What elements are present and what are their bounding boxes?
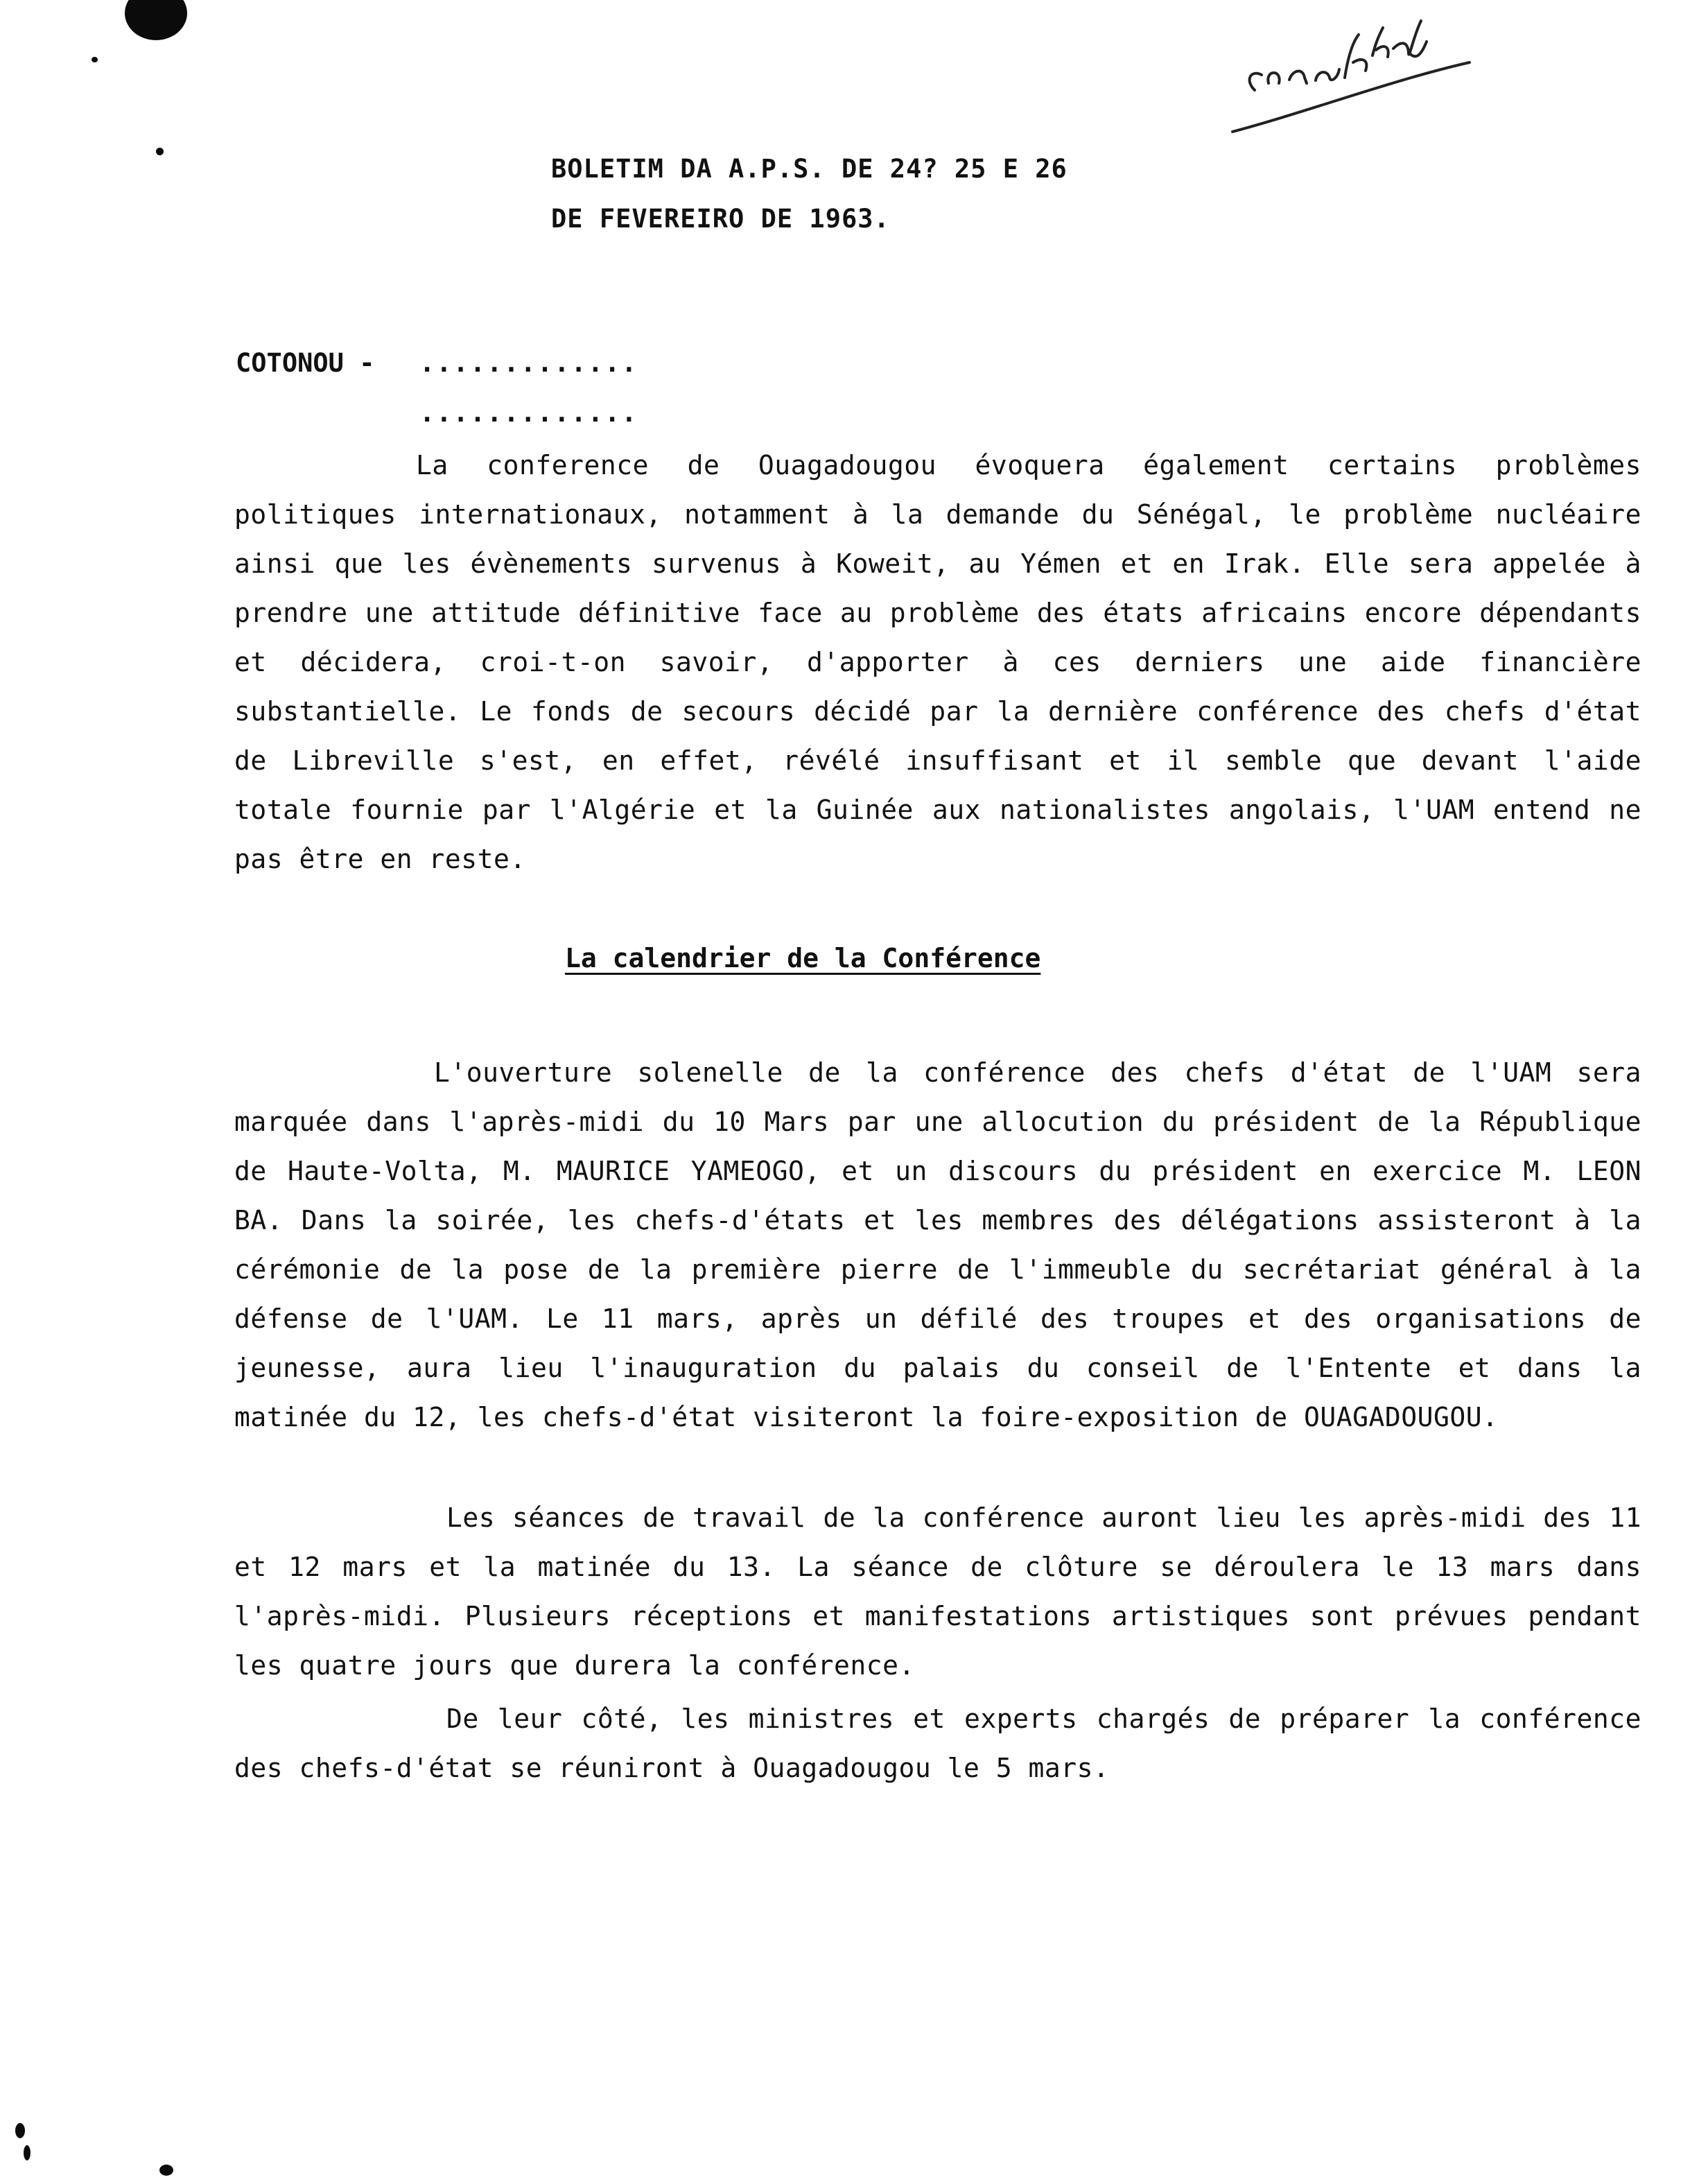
paragraph-3: Les séances de travail de la conférence auront lieu les après-midi des 11 et 12 mars et la matinée du 13. La séance de clôture se déroulera le 13 mars dans l'après-midi. Plusieurs réceptions et manifestations artistiques sont prévues pendant les quatre jours que durera la conférence.	[234, 1502, 1641, 1681]
ink-speck	[156, 148, 164, 155]
section-title: La calendrier de la Conférence	[565, 943, 1041, 973]
dateline-dots: .............	[419, 398, 638, 428]
ink-speck	[159, 2165, 173, 2176]
header-line-1: BOLETIM DA A.P.S. DE 24? 25 E 26	[551, 154, 1068, 184]
ink-speck	[15, 2123, 25, 2138]
dateline-city: COTONOU -	[236, 348, 375, 378]
paragraph-1: La conference de Ouagadougou évoquera également certains problèmes politiques internationaux, notamment à la demande du Sénégal, le problème nucléaire ainsi que les évènements survenus à Koweit, au Yémen et en Irak. Elle sera appelée à prendre une attitude définitive face au problème des états africains encore dépendants et décidera, croi-t-on savoir, d'apporter à ces derniers une aide financière substantielle. Le fonds de secours décidé par la dernière conférence des chefs d'état de Libreville s'est, en effet, révélé insuffisant et il semble que devant l'aide totale fournie par l'Algérie et la Guinée aux nationalistes angolais, l'UAM entend ne pas être en reste.	[234, 450, 1641, 874]
bulletin-header	[551, 144, 1068, 244]
punch-hole-mark	[125, 0, 187, 40]
header-line-2: DE FEVEREIRO DE 1963.	[551, 204, 890, 234]
paragraph-2: L'ouverture solenelle de la conférence des chefs d'état de l'UAM sera marquée dans l'après-midi du 10 Mars par une allocution du président de la République de Haute-Volta, M. MAURICE YAMEOGO, et un discours du président en exercice M. LEON BA. Dans la soirée, les chefs-d'états et les membres des délégations assisteront à la cérémonie de la pose de la première pierre de l'immeuble du secrétariat général à la défense de l'UAM. Le 11 mars, après un défilé des troupes et des organisations de jeunesse, aura lieu l'inauguration du palais du conseil de l'Entente et dans la matinée du 12, les chefs-d'état visiteront la foire-exposition de OUAGADOUGOU.	[234, 1057, 1641, 1432]
dateline-dots: .............	[419, 348, 638, 378]
ink-speck	[24, 2145, 31, 2160]
handwritten-annotation	[1227, 14, 1476, 146]
ink-speck	[92, 57, 98, 62]
paragraph-4: De leur côté, les ministres et experts chargés de préparer la conférence des chefs-d'état se réuniront à Ouagadougou le 5 mars.	[234, 1704, 1641, 1783]
